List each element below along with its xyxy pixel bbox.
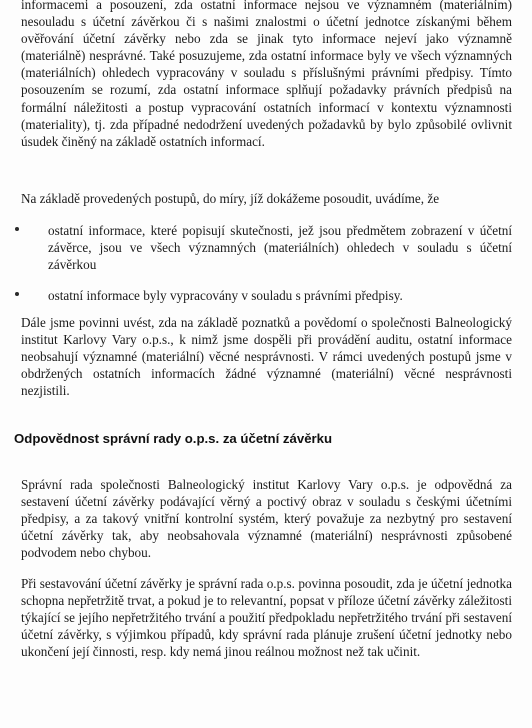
section-heading: Odpovědnost správní rady o.p.s. za účetní závěrku bbox=[14, 431, 333, 446]
findings-list bbox=[11, 222, 512, 304]
list-item-text: ostatní informace byly vypracovány v souladu s právními předpisy. bbox=[48, 288, 403, 304]
paragraph-further-statement: Dále jsme povinni uvést, zda na základě poznatků a povědomí o společnosti Balneologický institut Karlovy Vary o.p.s., k nimž jsme dospěli při provádění auditu, ostatní informace neobsahují významné (materiální) věcné nesprávnosti. V rámci uvedených postupů jsme v obdržených ostatních informacích žádné významné (materiální) věcné nesprávnosti nezjistili. bbox=[21, 315, 512, 399]
paragraph-going-concern: Při sestavování účetní závěrky je správní rada o.p.s. povinna posoudit, zda je účetní jednotka schopna nepřetržitě trvat, a pokud je to relevantní, popsat v příloze účetní závěrky záležitosti týkající se jejího nepřetržitého trvání a použití předpokladu nepřetržitého trvání při sestavení účetní závěrky, s výjimkou případů, kdy správní rada plánuje zrušení účetní jednotky nebo ukončení její činnosti, resp. kdy nemá jinou reálnou možnost než tak učinit. bbox=[21, 576, 512, 660]
list-item-text: ostatní informace, které popisují skutečnosti, jež jsou předmětem zobrazení v účetní závěrce, jsou ve všech významných (materiálních) ohledech v souladu s účetní závěrkou bbox=[48, 223, 512, 273]
paragraph-procedures-intro: Na základě provedených postupů, do míry, jíž dokážeme posoudit, uvádíme, že bbox=[21, 191, 440, 206]
bullet-icon bbox=[15, 292, 19, 296]
paragraph-other-information-assessment: informacemi a posouzení, zda ostatní informace nejsou ve významném (materiálním) nesouladu s účetní závěrkou či s našimi znalostmi o účetní jednotce získanými během ověřování účetní závěrky nebo zda se jinak tyto informace nejeví jako významně (materiálně) nesprávné. Také posuzujeme, zda ostatní informace byly ve všech významných (materiálních) ohledech vypracovány v souladu s příslušnými právními předpisy. Tímto posouzením se rozumí, zda ostatní informace splňují požadavky právních předpisů na formální náležitosti a postup vypracování ostatních informací v kontextu významnosti (materiality), tj. zda případné nedodržení uvedených požadavků by bylo způsobilé ovlivnit úsudek činěný na základě ostatních informací. bbox=[21, 0, 512, 149]
bullet-icon bbox=[15, 227, 19, 231]
list-item bbox=[11, 287, 512, 304]
paragraph-board-responsibility: Správní rada společnosti Balneologický institut Karlovy Vary o.p.s. je odpovědná za sestavení účetní závěrky podávající věrný a poctivý obraz v souladu s českými účetními předpisy, a za takový vnitřní kontrolní systém, který považuje za nezbytný pro sestavení účetní závěrky tak, aby neobsahovala významné (materiální) nesprávnosti způsobené podvodem nebo chybou. bbox=[21, 477, 512, 561]
list-item bbox=[11, 222, 512, 273]
